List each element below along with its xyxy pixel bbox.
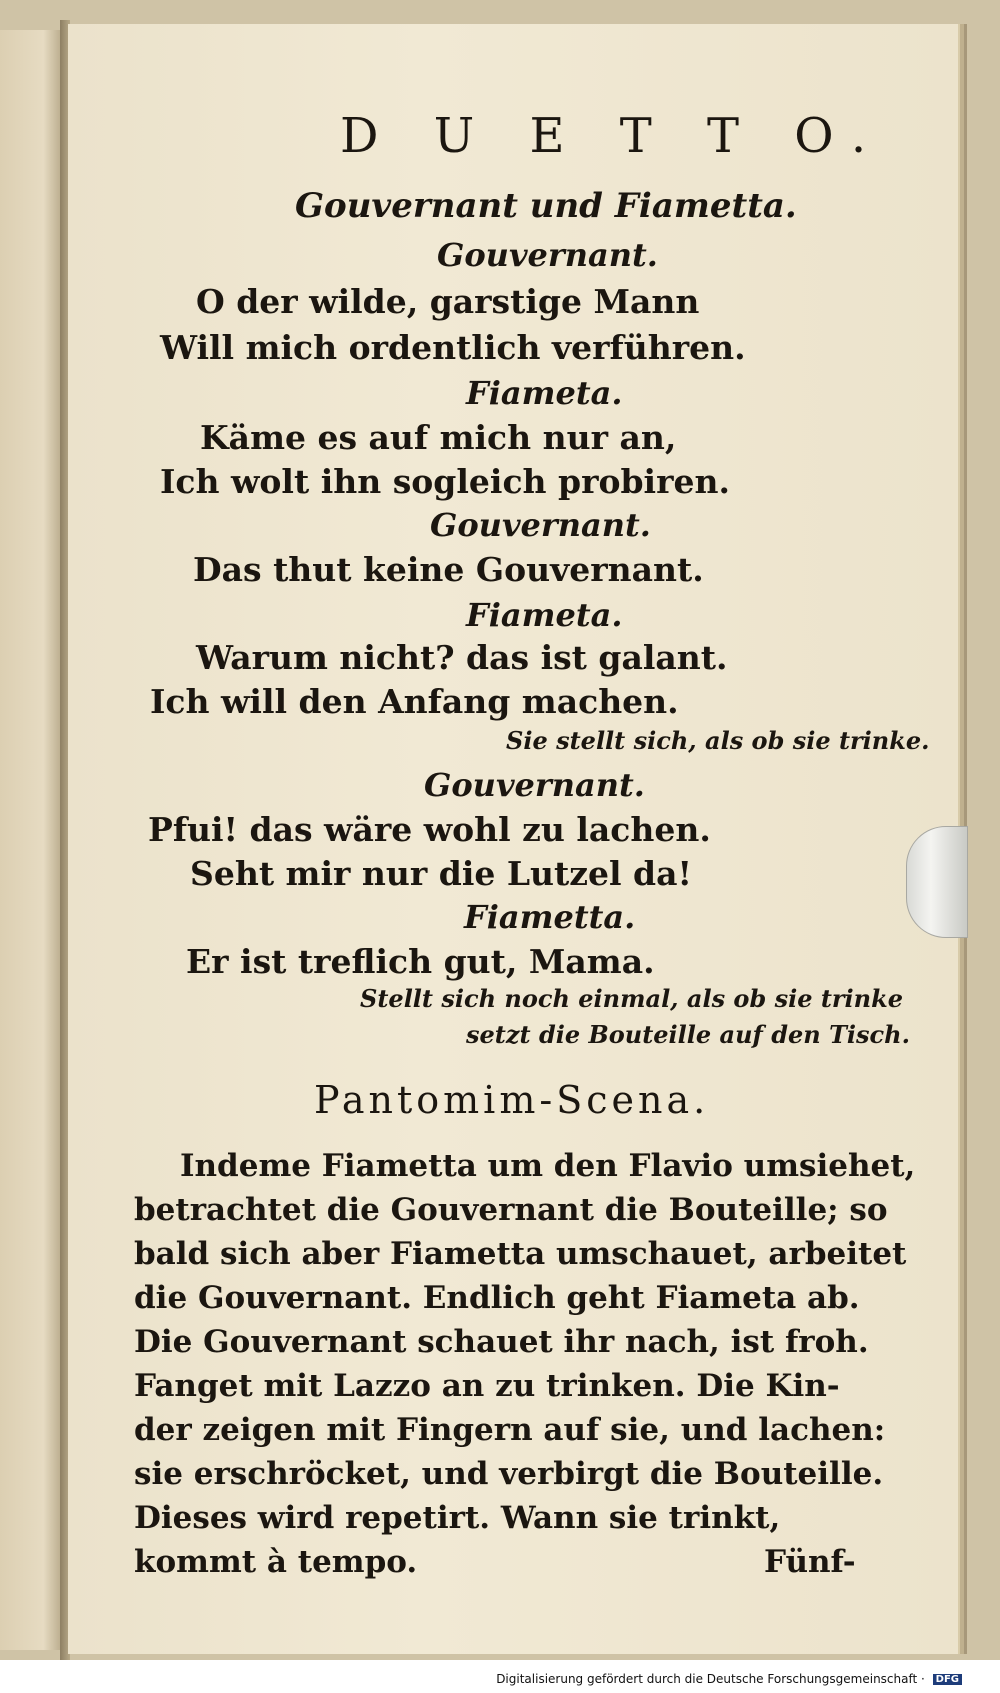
- speaker-label: Gouvernant.: [430, 506, 651, 544]
- prose-line: Die Gouvernant schauet ihr nach, ist froh.: [134, 1324, 869, 1360]
- stage-direction: Stellt sich noch einmal, als ob sie trinke: [360, 984, 904, 1013]
- verse-line: Will mich ordentlich verführen.: [160, 328, 746, 367]
- speaker-label: Fiametta.: [464, 898, 636, 936]
- verse-line: Er ist treflich gut, Mama.: [186, 942, 655, 981]
- page-subtitle: Gouvernant und Fiametta.: [295, 186, 797, 226]
- prose-line: kommt à tempo.: [134, 1544, 418, 1580]
- verse-line: Das thut keine Gouvernant.: [193, 550, 704, 589]
- page-title: D U E T T O.: [340, 108, 887, 164]
- scene-heading: Pantomim-Scena.: [314, 1078, 710, 1122]
- verse-line: Ich will den Anfang machen.: [150, 682, 679, 721]
- speaker-label: Fiameta.: [466, 374, 623, 412]
- stage-direction: setzt die Bouteille auf den Tisch.: [466, 1020, 910, 1049]
- prose-line: sie erschröcket, und verbirgt die Bouteille.: [134, 1456, 884, 1492]
- speaker-label: Fiameta.: [466, 596, 623, 634]
- speaker-label: Gouvernant.: [437, 236, 658, 274]
- page-clip-icon: [906, 826, 968, 938]
- prose-line: betrachtet die Gouvernant die Bouteille; so: [134, 1192, 888, 1228]
- prose-line: Fanget mit Lazzo an zu trinken. Die Kin-: [134, 1368, 840, 1404]
- prose-line: Dieses wird repetirt. Wann sie trinkt,: [134, 1500, 781, 1536]
- prose-line: die Gouvernant. Endlich geht Fiameta ab.: [134, 1280, 860, 1316]
- verse-line: Käme es auf mich nur an,: [200, 418, 677, 457]
- verse-line: O der wilde, garstige Mann: [196, 282, 700, 321]
- prose-line: Indeme Fiametta um den Flavio umsiehet,: [180, 1148, 916, 1184]
- prose-line: der zeigen mit Fingern auf sie, und lachen:: [134, 1412, 886, 1448]
- prose-line: bald sich aber Fiametta umschauet, arbeitet: [134, 1236, 907, 1272]
- digitization-footer: [496, 1672, 962, 1686]
- left-page-edge: [0, 30, 62, 1650]
- dfg-logo: DFG: [933, 1674, 962, 1685]
- footer-text: Digitalisierung gefördert durch die Deutsche Forschungsgemeinschaft ·: [496, 1672, 925, 1686]
- verse-line: Seht mir nur die Lutzel da!: [190, 854, 692, 893]
- verse-line: Pfui! das wäre wohl zu lachen.: [148, 810, 711, 849]
- stage-direction: Sie stellt sich, als ob sie trinke.: [506, 726, 930, 755]
- verse-line: Ich wolt ihn sogleich probiren.: [160, 462, 730, 501]
- catchword: Fünf-: [764, 1544, 856, 1580]
- verse-line: Warum nicht? das ist galant.: [196, 638, 728, 677]
- speaker-label: Gouvernant.: [424, 766, 645, 804]
